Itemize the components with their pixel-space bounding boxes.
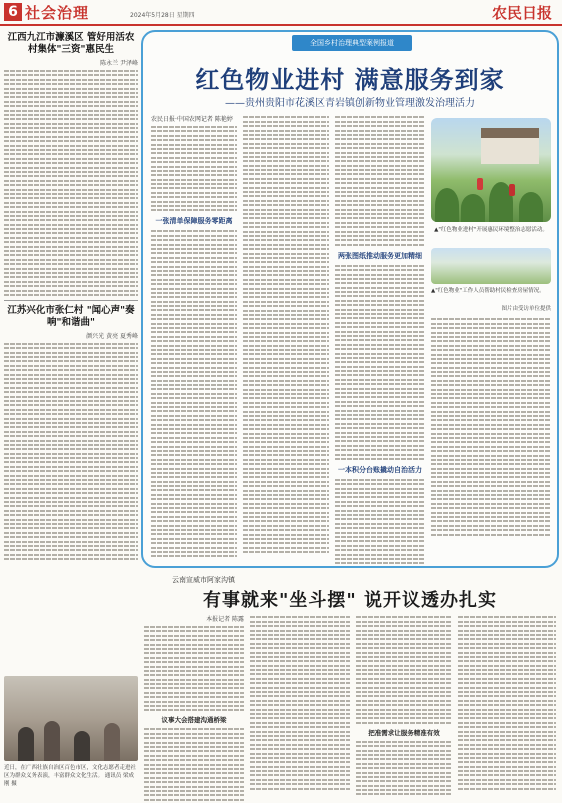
feature-subtitle: ——贵州贵阳市花溪区青岩镇创新物业管理激发治理活力 <box>225 98 475 109</box>
left-photo-caption: 近日，在广西壮族自治区百色市区，文化志愿者走进社区为群众义务表演，丰富群众文化生活。 通讯员 梁成刚 摄 <box>4 765 137 787</box>
article2-body <box>4 343 138 560</box>
article2-byline: 颜兴光 黄亮 夏秀峰 <box>86 332 138 340</box>
feature-column-3 <box>335 114 425 567</box>
article2-title: 江苏兴化市张仁村 "闻心声"奏响"和谐曲" <box>7 304 135 328</box>
feature-photo-caption-2: ▲"红色物业"工作人员帮助村民检查房屋情况。 <box>431 288 545 294</box>
page-header <box>0 0 562 26</box>
section-title: 社会治理 <box>25 4 90 22</box>
page-number: 6 <box>4 3 22 21</box>
feature-byline: 农民日报·中国农网记者 陈艳婷 <box>151 116 233 123</box>
newspaper-logo: 农民日报 <box>491 4 552 22</box>
lower-title: 有事就来"坐斗摆" 说开议透办扎实 <box>202 590 498 611</box>
feature-subhead-3: 一本积分台账撬动自治活力 <box>338 465 422 474</box>
feature-column-4 <box>431 316 551 538</box>
lower-subhead-1: 议事大会搭建沟通桥梁 <box>161 716 227 725</box>
article1-byline: 陈永兰 尹泽峰 <box>100 60 138 67</box>
feature-column-2 <box>243 114 329 555</box>
feature-flag: 全国乡村治理典型案例报道 <box>292 35 412 51</box>
lower-column-3 <box>356 614 452 798</box>
lower-kicker: 云南宣威市阿家沟镇 <box>172 576 235 584</box>
lower-column-2 <box>250 614 350 792</box>
feature-column-1 <box>151 114 237 560</box>
feature-title: 红色物业进村 满意服务到家 <box>195 66 505 94</box>
community-performance-photo <box>4 676 138 761</box>
feature-photo-caption: ▲"红色物业进村"开展惠民环境整治志愿活动。 <box>434 227 548 233</box>
village-garden-photo <box>431 118 551 222</box>
house-inspection-photo <box>431 248 551 284</box>
feature-subhead-2: 两张图纸推动服务更加精细 <box>338 251 422 260</box>
article1-title: 江西九江市濂溪区 管好用活农村集体"三资"惠民生 <box>7 32 135 55</box>
feature-box <box>141 30 559 568</box>
lower-byline: 本报记者 陈露 <box>206 616 244 623</box>
header-meta: 2024年5月28日 星期四 <box>130 12 195 19</box>
feature-subhead-1: 一张清单保障服务零距离 <box>155 217 233 226</box>
lower-subhead-2: 把准需求让服务精准有效 <box>368 728 440 737</box>
feature-photo-credit: 图片由受访单位提供 <box>501 306 551 312</box>
lower-column-1 <box>144 614 244 803</box>
lower-column-4 <box>458 614 556 792</box>
article1-body <box>4 70 138 296</box>
left-column <box>4 32 138 562</box>
